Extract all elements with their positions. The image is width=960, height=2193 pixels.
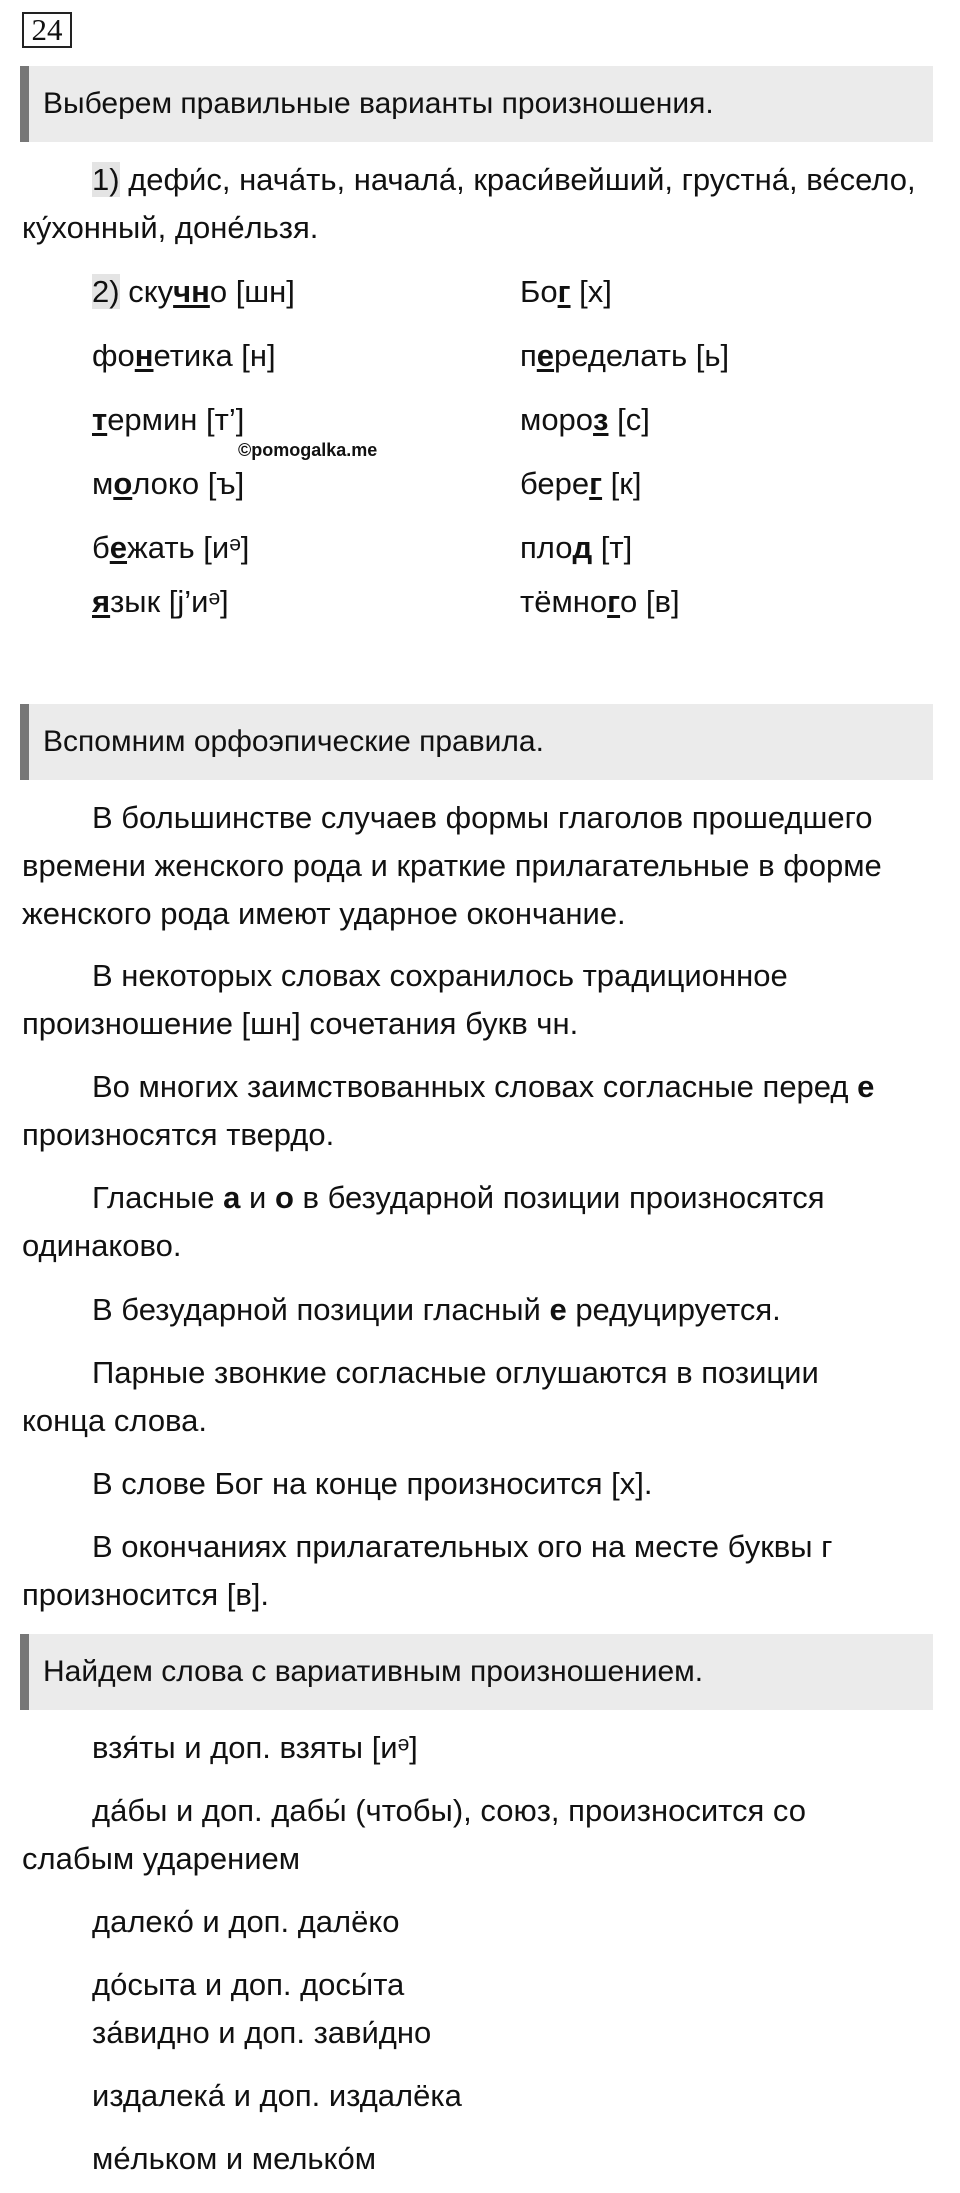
variant-7: ме́льком и мелько́м [92, 2141, 377, 2176]
variant-1: взя́ты и доп. взяты [иᵊ] [92, 1730, 418, 1765]
variant-4: до́сыта и доп. досы́та [92, 1967, 405, 2002]
rule-6-line-2: конца слова. [22, 1403, 208, 1438]
right-word-5: плод [т] [520, 530, 633, 565]
section-header-orthoepic-rules: Вспомним орфоэпические правила. [20, 704, 933, 780]
left-word-6: язык [j’иᵊ] [92, 584, 229, 619]
rule-5: В безударной позиции гласный е редуцируется. [92, 1292, 781, 1327]
variant-3: далеко́ и доп. далёко [92, 1904, 400, 1939]
section-header-variative-pronunciation: Найдем слова с вариативным произношением. [20, 1634, 933, 1710]
rule-1-line-1: В большинстве случаев формы глаголов прошедшего [92, 800, 873, 835]
item-1-line-2: ку́хонный, доне́льзя. [22, 210, 319, 245]
right-word-4: берег [к] [520, 466, 642, 501]
rule-4-line-1: Гласные а и о в безударной позиции произносятся [92, 1180, 825, 1215]
variant-2-line-1: да́бы и доп. дабы́ (чтобы), союз, произносится со [92, 1793, 806, 1828]
rule-3-line-2: произносятся твердо. [22, 1117, 335, 1152]
watermark: ©pomogalka.me [238, 440, 378, 460]
section-header-pronunciation: Выберем правильные варианты произношения. [20, 66, 933, 142]
rule-1-line-2: времени женского рода и краткие прилагательные в форме [22, 848, 882, 883]
left-word-2: фонетика [н] [92, 338, 276, 373]
item-1-line-1 [92, 162, 916, 198]
rule-2-line-1: В некоторых словах сохранилось традиционное [92, 958, 788, 993]
item-1-text: дефи́с, нача́ть, начала́, краси́вейший, грустна́, ве́село, [119, 162, 916, 197]
rule-1-line-3: женского рода имеют ударное окончание. [22, 896, 626, 931]
variant-6: издалека́ и доп. издалёка [92, 2078, 462, 2113]
right-word-6: тёмного [в] [520, 584, 680, 619]
left-word-5: бежать [иᵊ] [92, 530, 250, 565]
rule-2-line-2: произношение [шн] сочетания букв чн. [22, 1006, 579, 1041]
rule-7: В слове Бог на конце произносится [х]. [92, 1466, 653, 1501]
right-word-3: мороз [с] [520, 402, 650, 437]
rule-3-line-1: Во многих заимствованных словах согласные перед е [92, 1069, 875, 1104]
rule-6-line-1: Парные звонкие согласные оглушаются в позиции [92, 1355, 819, 1390]
right-word-2: переделать [ь] [520, 338, 730, 373]
left-word-1: 2) скучно [шн] [92, 274, 295, 309]
variant-2-line-2: слабым ударением [22, 1841, 301, 1876]
task-number: 24 [22, 12, 72, 48]
item-2-number: 2) [92, 274, 120, 309]
rule-4-line-2: одинаково. [22, 1228, 182, 1263]
variant-5: за́видно и доп. зави́дно [92, 2015, 432, 2050]
item-1-number: 1) [92, 162, 120, 197]
left-word-4: молоко [ъ] [92, 466, 245, 501]
rule-8-line-1: В окончаниях прилагательных ого на месте буквы г [92, 1529, 833, 1564]
right-word-1: Бог [х] [520, 274, 612, 309]
rule-8-line-2: произносится [в]. [22, 1577, 270, 1612]
left-word-3: термин [т’] [92, 402, 245, 437]
